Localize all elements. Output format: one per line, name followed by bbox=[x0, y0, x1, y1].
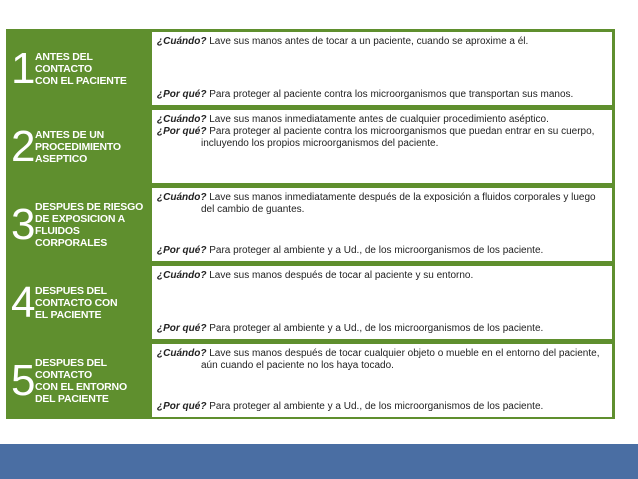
moment-header bbox=[9, 110, 150, 183]
moment-header bbox=[9, 32, 150, 105]
why-line: ¿Por qué? Para proteger al ambiente y a Ud., de los microorganismos de los paciente. bbox=[157, 401, 544, 412]
moment-header bbox=[9, 266, 150, 339]
table-row bbox=[9, 266, 612, 339]
when-line: ¿Cuándo? Lave sus manos antes de tocar a un paciente, cuando se aproxime a él. bbox=[157, 36, 529, 47]
footer-bar bbox=[0, 444, 638, 479]
moment-description bbox=[152, 188, 612, 261]
why-line: ¿Por qué? Para proteger al ambiente y a Ud., de los microorganismos de los paciente. bbox=[157, 245, 544, 256]
moment-title: ANTES DEL CONTACTO CON EL PACIENTE bbox=[35, 50, 127, 87]
moment-number: 2 bbox=[11, 121, 36, 171]
why-line: ¿Por qué? Para proteger al paciente contra los microorganismos que transportan sus manos. bbox=[157, 89, 574, 100]
moment-number: 4 bbox=[11, 277, 36, 327]
when-line: ¿Cuándo? Lave sus manos inmediatamente antes de cualquier procedimiento aséptico. bbox=[157, 114, 549, 125]
when-line: ¿Cuándo? Lave sus manos después de tocar cualquier objeto o mueble en el entorno del paciente, aún cuando el paciente no los haya tocado. bbox=[157, 348, 600, 371]
table-row bbox=[9, 110, 612, 183]
moment-title: ANTES DE UN PROCEDIMIENTO ASEPTICO bbox=[35, 128, 121, 165]
moment-description bbox=[152, 110, 612, 183]
moment-description bbox=[152, 344, 612, 417]
table-row bbox=[9, 344, 612, 417]
why-line: ¿Por qué? Para proteger al ambiente y a Ud., de los microorganismos de los paciente. bbox=[157, 323, 544, 334]
hand-hygiene-table bbox=[6, 29, 615, 419]
moment-header bbox=[9, 188, 150, 261]
moment-description bbox=[152, 32, 612, 105]
moment-title: DESPUES DEL CONTACTO CON EL PACIENTE bbox=[35, 284, 118, 321]
moment-title: DESPUES DEL CONTACTO CON EL ENTORNO DEL PACIENTE bbox=[35, 356, 127, 405]
moment-number: 3 bbox=[11, 199, 36, 249]
table-row bbox=[9, 32, 612, 105]
why-line: ¿Por qué? Para proteger al paciente contra los microorganismos que puedan entrar en su cuerpo, incluyendo los propios microorganismos del paciente. bbox=[157, 126, 595, 149]
moment-title: DESPUES DE RIESGO DE EXPOSICION A FLUIDOS CORPORALES bbox=[35, 200, 144, 249]
moment-description bbox=[152, 266, 612, 339]
table-row bbox=[9, 188, 612, 261]
when-line: ¿Cuándo? Lave sus manos después de tocar al paciente y su entorno. bbox=[157, 270, 474, 281]
moment-number: 1 bbox=[11, 43, 36, 93]
when-line: ¿Cuándo? Lave sus manos inmediatamente después de la exposición a fluidos corporales y luego del cambio de guantes. bbox=[157, 192, 596, 215]
moment-number: 5 bbox=[11, 355, 36, 405]
moment-header bbox=[9, 344, 150, 417]
